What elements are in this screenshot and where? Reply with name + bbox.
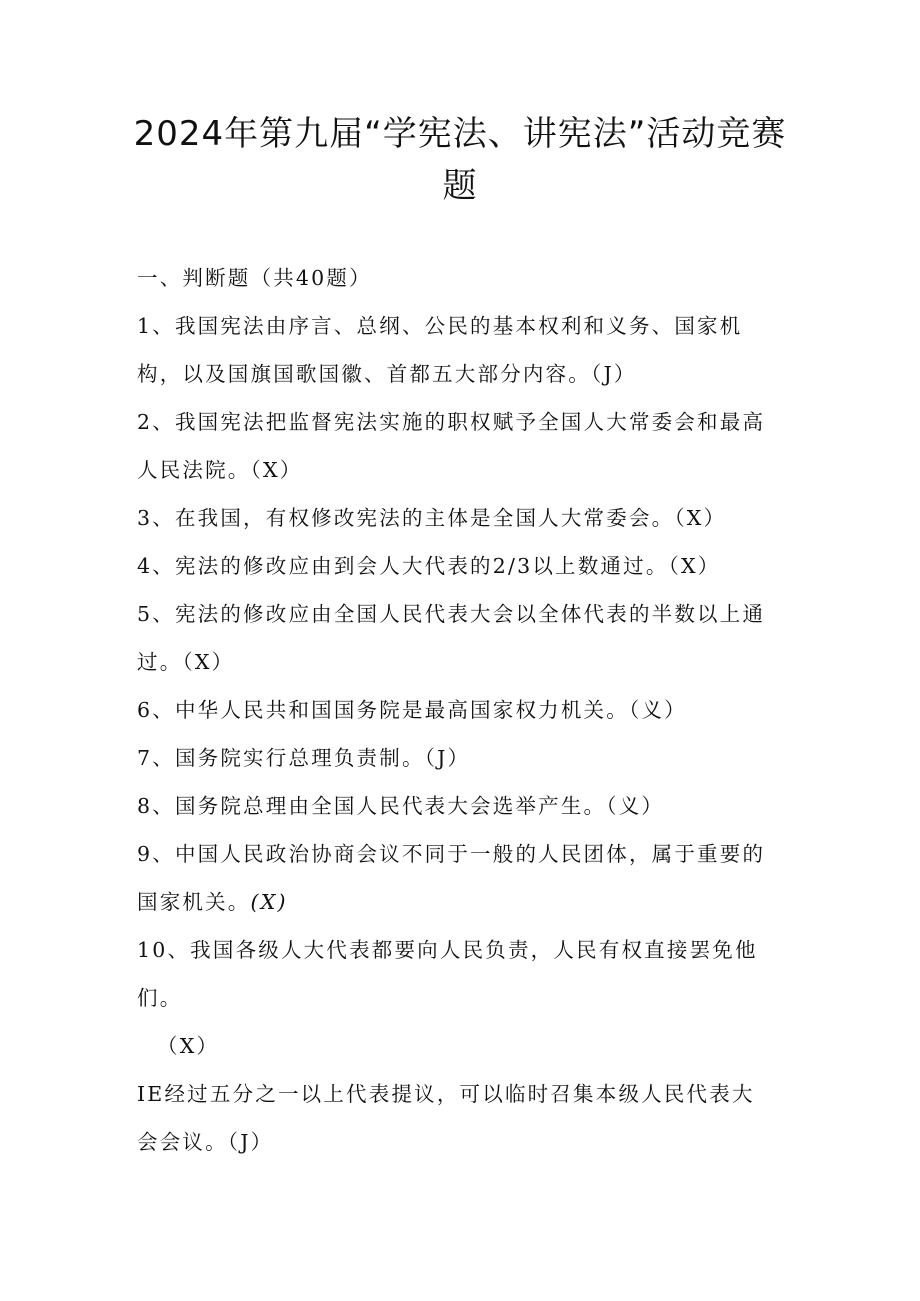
question-4-line-1: 4、宪法的修改应由到会人大代表的2/3以上数通过。（X） <box>137 554 721 578</box>
document-body <box>137 254 787 1166</box>
question-5-line-1: 5、宪法的修改应由全国人民代表大会以全体代表的半数以上通 <box>137 602 766 626</box>
question-10-line-1: 10、我国各级人大代表都要向人民负责，人民有权直接罢免他 <box>137 938 758 962</box>
title-line-1: 2024年第九届“学宪法、讲宪法”活动竞赛 <box>133 114 787 154</box>
question-6-line-1: 6、中华人民共和国国务院是最高国家权力机关。（义） <box>137 698 687 722</box>
question-11-line-2: 会会议。（J） <box>137 1130 274 1154</box>
question-2-line-2: 人民法院。（X） <box>137 458 303 482</box>
question-9-line-1: 9、中国人民政治协商会议不同于一般的人民团体，属于重要的 <box>137 842 766 866</box>
question-7-line-1: 7、国务院实行总理负责制。（J） <box>137 746 471 770</box>
question-1-line-1: 1、我国宪法由序言、总纲、公民的基本权利和义务、国家机 <box>137 314 743 338</box>
question-9-line-2-text: 国家机关。 <box>137 890 251 914</box>
question-9-answer: (X) <box>250 890 288 914</box>
document-title <box>120 108 800 212</box>
question-3-line-1: 3、在我国，有权修改宪法的主体是全国人大常委会。（X） <box>137 506 727 530</box>
question-1-line-2: 构，以及国旗国歌国徽、首都五大部分内容。（J） <box>137 362 637 386</box>
question-2-line-1: 2、我国宪法把监督宪法实施的职权赋予全国人大常委会和最高 <box>137 410 766 434</box>
question-11-line-1: IE经过五分之一以上代表提议，可以临时召集本级人民代表大 <box>137 1082 755 1106</box>
question-10-answer: （X） <box>157 1034 220 1058</box>
title-line-2: 题 <box>442 166 478 206</box>
question-8-line-1: 8、国务院总理由全国人民代表大会选举产生。（义） <box>137 794 665 818</box>
question-5-line-2: 过。（X） <box>137 650 235 674</box>
question-10-line-2: 们。 <box>137 986 183 1010</box>
question-9-line-2 <box>137 878 787 926</box>
section-heading: 一、判断题（共40题） <box>137 266 372 290</box>
